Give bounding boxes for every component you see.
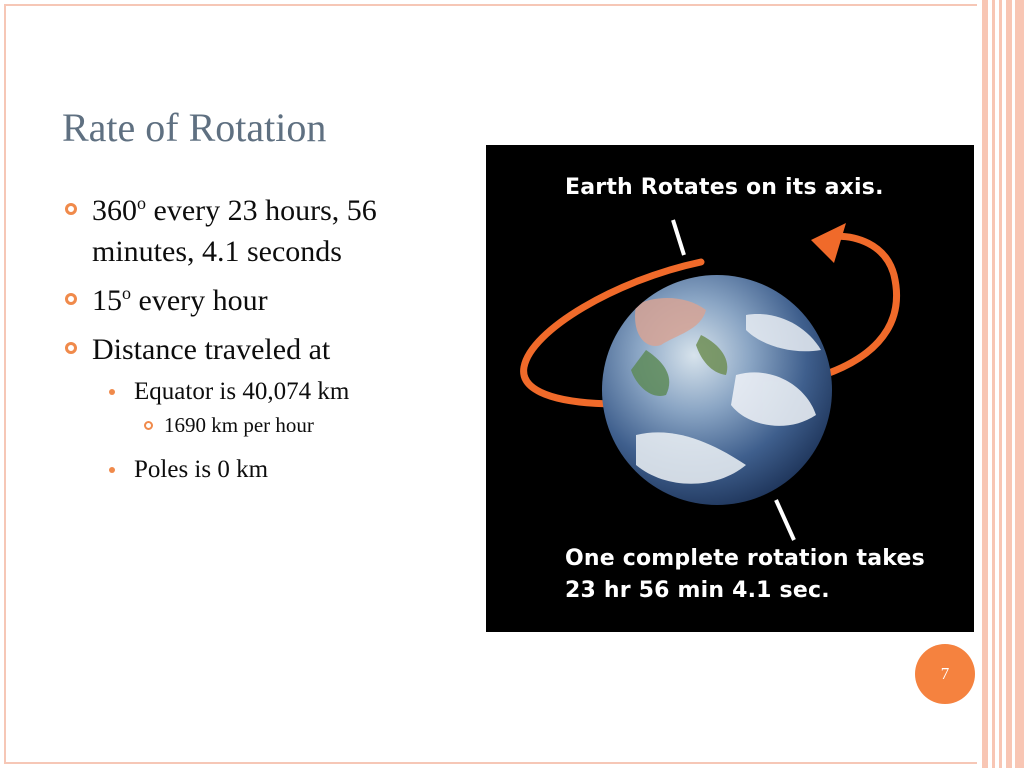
rotation-arrowhead-icon [811, 223, 846, 263]
slide-number-badge: 7 [915, 644, 975, 704]
sub-bullet-text: Poles is 0 km [134, 456, 269, 483]
bullet-item [62, 190, 442, 272]
slide-title: Rate of Rotation [62, 105, 327, 150]
sub-bullet-item [92, 374, 442, 440]
ring-bullet-icon [65, 342, 77, 354]
sub-bullet-text: Equator is 40,074 km [134, 378, 350, 405]
sub-bullet-item [92, 452, 442, 488]
ring-bullet-icon [65, 203, 77, 215]
dot-bullet-icon [109, 467, 115, 473]
bullet-item [62, 329, 442, 488]
sub-sub-bullet-list [134, 410, 442, 440]
dot-bullet-icon [109, 389, 115, 395]
bullet-text-continued: every hour [131, 284, 268, 317]
ring-bullet-icon [144, 421, 153, 430]
bullet-item [62, 280, 442, 321]
axis-line-bottom [776, 500, 794, 540]
bullet-text: Distance traveled at [92, 333, 331, 366]
ring-bullet-icon [65, 293, 77, 305]
degree-superscript: o [122, 283, 131, 304]
axis-line-top [673, 220, 684, 255]
degree-superscript: o [137, 193, 146, 214]
decorative-border-stripes [977, 0, 1024, 768]
figure-caption-bottom [486, 543, 974, 607]
caption-line-1: One complete rotation takes [565, 546, 925, 571]
bullet-text: 15 [92, 284, 122, 317]
earth-rotation-image [486, 145, 974, 632]
earth-globe [602, 275, 832, 505]
sub-sub-bullet-item [134, 410, 442, 440]
bullet-list [62, 190, 442, 496]
sub-bullet-list [92, 374, 442, 488]
bullet-text: 360 [92, 194, 137, 227]
figure-caption-top: Earth Rotates on its axis. [565, 175, 884, 200]
caption-line-2: 23 hr 56 min 4.1 sec. [565, 578, 830, 603]
sub-sub-bullet-text: 1690 km per hour [164, 413, 314, 437]
bullet-text-continued: every 23 hours, 56 minutes, 4.1 seconds [92, 194, 377, 268]
